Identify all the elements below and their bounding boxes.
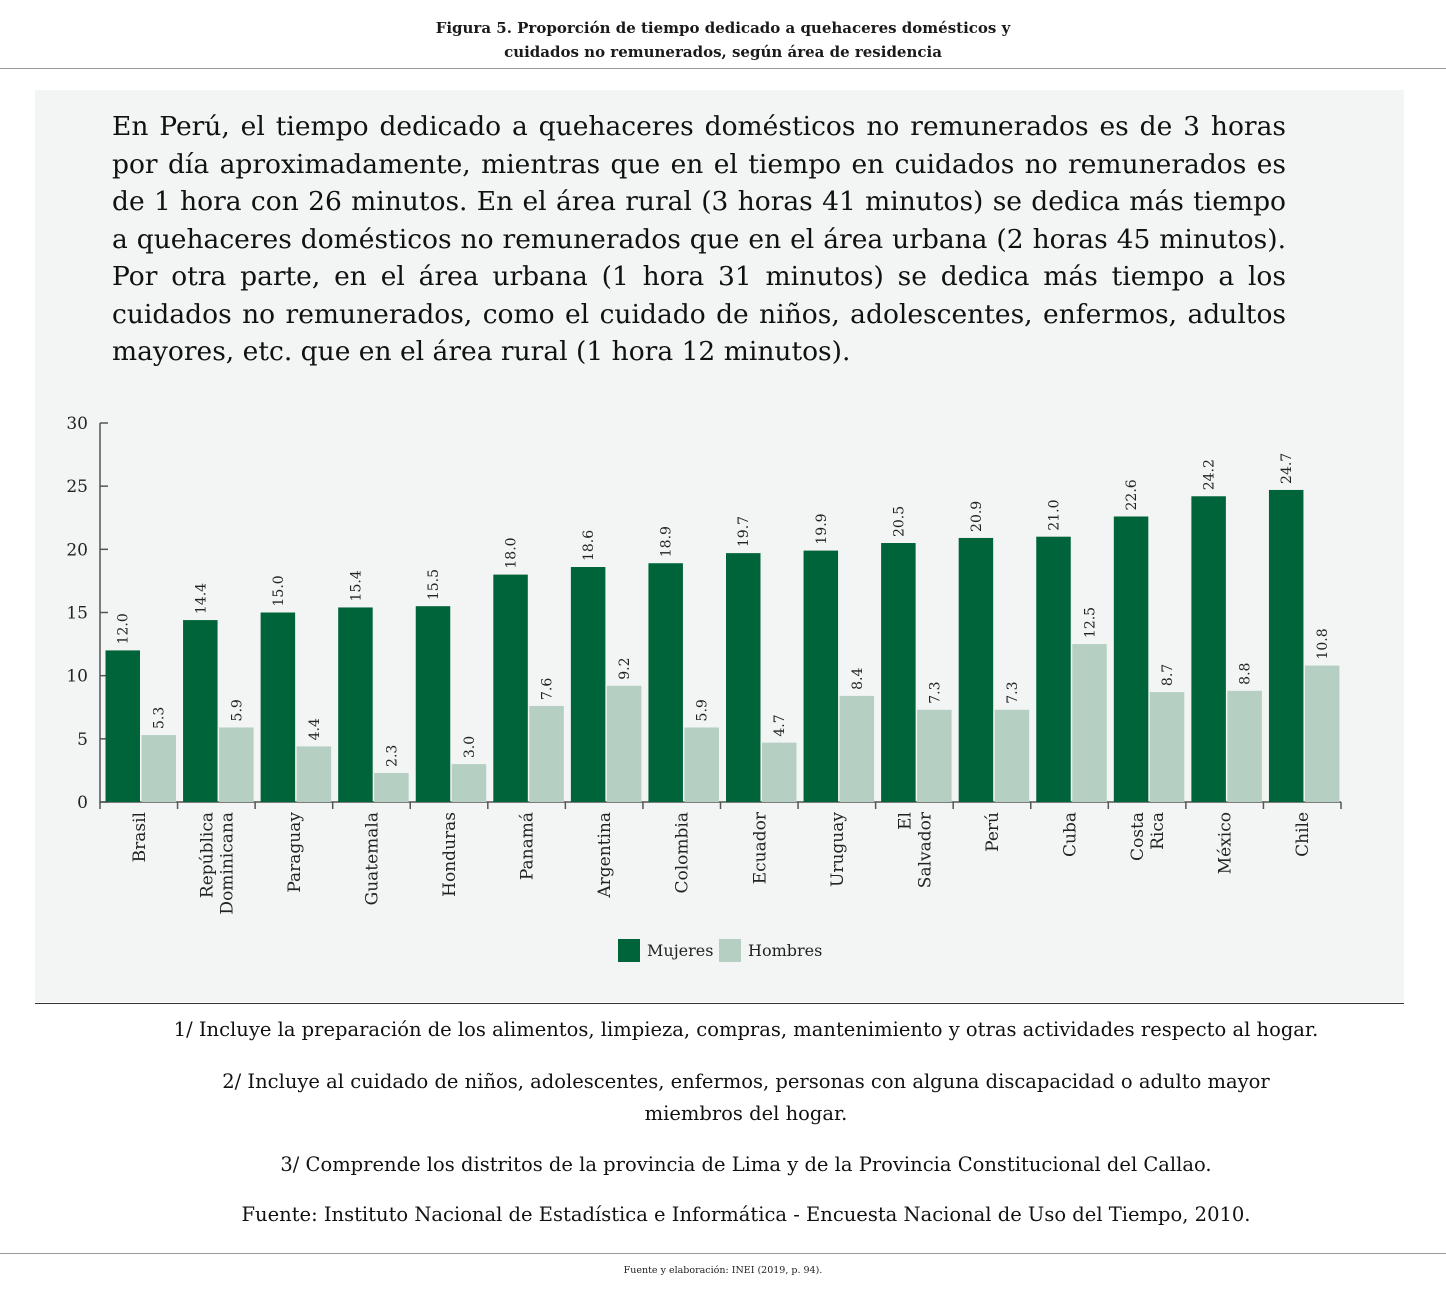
data-label: 19.9 xyxy=(813,513,830,545)
bar-hombres xyxy=(917,710,952,802)
bar-mujeres xyxy=(338,607,373,802)
bar-hombres xyxy=(1305,666,1340,802)
category-label: Rica xyxy=(1148,812,1169,850)
footnote-2: 2/ Incluye al cuidado de niños, adolescentes, enfermos, personas con alguna discapacidad o adulto mayor miembros del hogar. xyxy=(222,1070,1270,1125)
data-label: 5.9 xyxy=(229,699,246,722)
data-label: 18.0 xyxy=(503,537,520,569)
bar-mujeres xyxy=(959,538,994,802)
data-label: 7.3 xyxy=(1004,681,1021,704)
category-label: República xyxy=(197,812,218,899)
footnote-3: 3/ Comprende los distritos de la provincia de Lima y de la Provincia Constitucional del Callao. xyxy=(280,1153,1212,1176)
y-tick-label: 25 xyxy=(66,477,88,498)
data-label: 19.7 xyxy=(736,515,753,548)
bar-mujeres xyxy=(416,606,451,802)
category-label: Perú xyxy=(982,812,1003,852)
data-label: 7.6 xyxy=(539,677,556,700)
intro-paragraph: En Perú, el tiempo dedicado a quehaceres domésticos no remunerados es de 3 horas por día aproximadamente, mientras que en el tiempo en cuidados no remunerados es de 1 hora con 26 minutos. En el área rural (3 horas 41 minutos) se dedica más tiempo a quehaceres domésticos no remunerados que en el área urbana (2 horas 45 minutos). Por otra parte, en el área urbana (1 hora 31 minutos) se dedica más tiempo a los cuidados no remunerados, como el cuidado de niños, adolescentes, enfermos, adultos mayores, etc. que en el área rural (1 hora 12 minutos). xyxy=(112,111,1286,367)
y-tick-label: 15 xyxy=(66,603,88,624)
bar-mujeres xyxy=(493,575,528,802)
data-label: 5.9 xyxy=(694,699,711,722)
data-label: 8.8 xyxy=(1237,662,1254,685)
legend-swatch-hombres xyxy=(719,939,741,962)
footnote-1: 1/ Incluye la preparación de los alimentos, limpieza, compras, mantenimiento y otras actividades respecto al hogar. xyxy=(173,1018,1319,1041)
bar-hombres xyxy=(142,735,177,802)
data-label: 18.9 xyxy=(658,526,675,558)
bar-hombres xyxy=(452,764,487,802)
category-label: Ecuador xyxy=(750,812,771,885)
bar-mujeres xyxy=(1036,537,1071,802)
data-label: 8.7 xyxy=(1160,663,1177,687)
data-label: 9.2 xyxy=(617,657,634,680)
figure-title-line2: cuidados no remunerados, según área de residencia xyxy=(504,43,942,61)
data-label: 12.5 xyxy=(1082,606,1099,639)
bar-hombres xyxy=(374,773,409,802)
category-label: Chile xyxy=(1293,812,1314,857)
category-label: Panamá xyxy=(517,812,538,881)
category-label: Brasil xyxy=(129,812,150,863)
data-label: 15.0 xyxy=(270,575,287,607)
data-label: 10.8 xyxy=(1315,628,1332,660)
bar-hombres xyxy=(762,743,797,802)
data-label: 22.6 xyxy=(1124,479,1141,511)
credit-divider xyxy=(0,1253,1446,1254)
bar-hombres xyxy=(1227,691,1262,802)
legend-swatch-mujeres xyxy=(618,939,640,962)
bar-mujeres xyxy=(571,567,606,802)
category-label: Guatemala xyxy=(362,812,383,906)
bar-mujeres xyxy=(1269,490,1304,802)
category-label: Argentina xyxy=(595,812,616,898)
source-note: Fuente: Instituto Nacional de Estadística e Informática - Encuesta Nacional de Uso del Tiempo, 2010. xyxy=(241,1203,1251,1226)
category-label: Colombia xyxy=(672,812,693,894)
category-label: Costa xyxy=(1128,812,1149,861)
bar-hombres xyxy=(297,746,332,802)
y-tick-label: 5 xyxy=(77,729,88,750)
bar-mujeres xyxy=(261,613,296,803)
data-label: 20.5 xyxy=(891,505,908,538)
data-label: 14.4 xyxy=(193,582,210,615)
data-label: 18.6 xyxy=(581,529,598,562)
data-label: 24.7 xyxy=(1279,452,1296,484)
data-label: 2.3 xyxy=(384,744,401,767)
bar-hombres xyxy=(1072,644,1107,802)
bar-mujeres xyxy=(106,650,141,802)
y-tick-label: 0 xyxy=(77,793,88,813)
bar-hombres xyxy=(529,706,564,802)
y-tick-label: 30 xyxy=(66,414,88,434)
data-label: 8.4 xyxy=(849,667,866,690)
data-label: 20.9 xyxy=(968,500,985,532)
category-label: Honduras xyxy=(440,812,461,897)
figure-title-line1: Figura 5. Proporción de tiempo dedicado a quehaceres domésticos y xyxy=(435,19,1011,37)
y-tick-label: 20 xyxy=(66,540,88,561)
bar-hombres xyxy=(607,686,642,802)
bar-mujeres xyxy=(804,551,839,802)
category-label: Paraguay xyxy=(284,812,305,893)
bar-mujeres xyxy=(1191,496,1226,802)
category-label: Dominicana xyxy=(217,812,238,915)
data-label: 5.3 xyxy=(151,706,168,730)
data-label: 4.4 xyxy=(306,718,323,741)
data-label: 15.4 xyxy=(348,570,365,602)
category-label: El xyxy=(895,812,916,830)
data-label: 15.5 xyxy=(426,569,442,601)
legend-label-mujeres: Mujeres xyxy=(647,941,714,960)
data-label: 7.3 xyxy=(927,681,944,704)
bar-mujeres xyxy=(648,563,683,802)
data-label: 3.0 xyxy=(462,735,478,759)
data-label: 4.7 xyxy=(772,714,789,737)
panel-bottom-rule xyxy=(35,1003,1404,1004)
bar-hombres xyxy=(1150,692,1185,802)
data-label: 24.2 xyxy=(1201,459,1218,491)
bar-hombres xyxy=(684,727,719,802)
bar-hombres xyxy=(219,727,254,802)
data-label: 12.0 xyxy=(115,613,132,645)
credit-line: Fuente y elaboración: INEI (2019, p. 94). xyxy=(623,1265,823,1276)
category-label: Uruguay xyxy=(827,812,848,887)
bar-mujeres xyxy=(1114,516,1149,802)
bar-hombres xyxy=(840,696,875,802)
bar-mujeres xyxy=(881,543,916,802)
y-tick-label: 10 xyxy=(66,666,88,687)
bar-mujeres xyxy=(183,620,218,802)
category-label: Salvador xyxy=(915,812,936,889)
category-label: México xyxy=(1215,812,1236,875)
bar-hombres xyxy=(995,710,1030,802)
data-label: 21.0 xyxy=(1046,499,1063,531)
category-label: Cuba xyxy=(1060,812,1081,857)
bar-mujeres xyxy=(726,553,761,802)
legend-label-hombres: Hombres xyxy=(748,941,823,960)
